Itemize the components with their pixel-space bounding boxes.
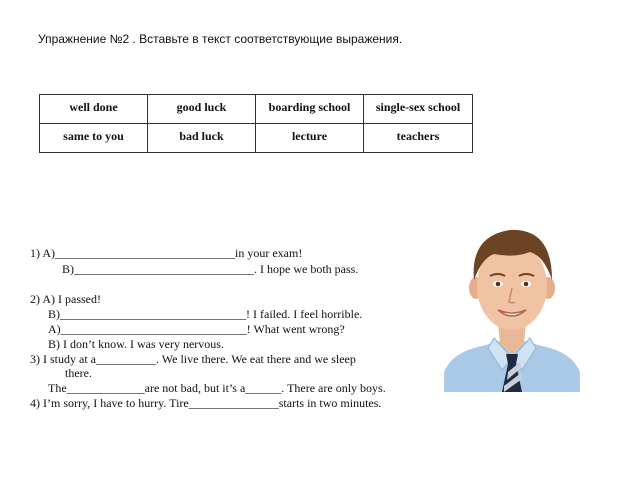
exercise-title: Упражнение №2 . Вставьте в текст соответствующие выражения.: [38, 32, 403, 46]
word-bank-cell: bad luck: [148, 124, 256, 153]
exercise-line: The_____________are not bad, but it’s a______. There are only boys.: [48, 381, 386, 395]
exercise-line: there.: [65, 366, 92, 380]
word-bank-cell: single-sex school: [364, 95, 473, 124]
student-photo: [444, 222, 580, 392]
word-bank-row: [40, 95, 473, 124]
exercise-line: 4) I’m sorry, I have to hurry. Tire_______________starts in two minutes.: [30, 396, 382, 410]
exercise-line: 1) A)______________________________in your exam!: [30, 246, 303, 260]
word-bank-row: [40, 124, 473, 153]
word-bank-cell: teachers: [364, 124, 473, 153]
word-bank-cell: lecture: [256, 124, 364, 153]
exercise-line: B)______________________________. I hope we both pass.: [62, 262, 359, 276]
exercise-line: B) I don’t know. I was very nervous.: [48, 337, 224, 351]
word-bank-table: [39, 94, 473, 153]
exercise-line: B)_______________________________! I failed. I feel horrible.: [48, 307, 363, 321]
word-bank-cell: boarding school: [256, 95, 364, 124]
word-bank-cell: same to you: [40, 124, 148, 153]
word-bank-cell: good luck: [148, 95, 256, 124]
exercise-line: 3) I study at a__________. We live there. We eat there and we sleep: [30, 352, 356, 366]
word-bank-cell: well done: [40, 95, 148, 124]
exercise-line: 2) A) I passed!: [30, 292, 101, 306]
exercise-line: A)_______________________________! What went wrong?: [48, 322, 345, 336]
